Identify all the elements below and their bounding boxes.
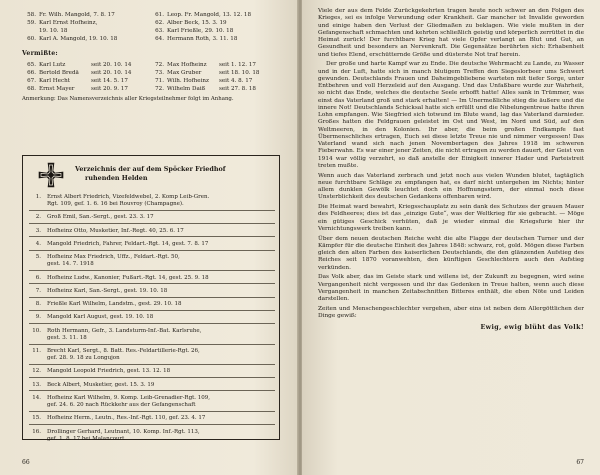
list-item: 3. Hofheinz Otto, Musketier, Inf.-Regt. 40, 25. 6. 17 <box>29 228 275 238</box>
list-item: 62. Alber Beck, 15. 3. 19 <box>155 20 227 26</box>
list-item: 73. Max Gruber seit 18. 10. 18 <box>155 70 260 76</box>
right-page <box>302 0 600 475</box>
list-item: 10. Roth Hermann, Gefr., 3. Landsturm-Inf.-Bat. Karlsruhe, gest. 3. 11. 18 <box>29 328 275 345</box>
list-item: 16. Drollinger Gerhard, Leutnant, 10. Komp. Inf.-Rgt. 113, gef. 1. 8. 17 bei Malancourt <box>32 428 200 442</box>
memorial-box <box>22 155 280 440</box>
list-item: 15. Hofheinz Herm., Leutn., Res.-Inf.-Rgt. 110, gef. 23. 4. 17 <box>29 415 275 425</box>
list-item: 72. Wilhelm Daiß seit 27. 8. 18 <box>155 86 256 92</box>
page-number: 67 <box>576 459 584 466</box>
paragraph: Zeiten und Menschengeschlechter vergehen, aber eins ist neben dem Allergöttlichen der Dinge gewiß: <box>318 305 584 319</box>
list-item: 7. Hofheinz Karl, San.-Sergt., gest. 19. 10. 18 <box>29 288 275 298</box>
paragraph: Viele der aus dem Felde Zurückgekehrten tragen heute noch schwer an den Folgen des Krieges, sei es infolge Verwundung oder Krankheit. Gar mancher ist Invalide geworden und einige haben den Verlust der Gliedmaßen zu beklagen. Wie viele mußten in der Gefangenschaft schmachten und kehrten schließlich geistig und körperlich zerrüttet in die Heimat zurück! Der furchtbare Krieg hat viele Opfer verlangt an Blut und Gut, an Gesundheit und besonders an Nervenkraft. Die Gegensätze berührten sich: Erhabenheit und tiefes Elend, erschütternde Größe und düsterste Not traf herein. <box>318 8 584 58</box>
list-item: 2. Groß Emil, San.-Sergt., gest. 23. 3. 17 <box>29 214 275 224</box>
memorial-list <box>29 194 275 448</box>
list-item: 8. Frießle Karl Wilhelm, Landstm., gest. 29. 10. 18 <box>29 301 275 311</box>
memorial-title: Verzeichnis der auf dem Spöcker Friedhof ruhenden Helden <box>75 165 226 182</box>
paragraph: Die Heimat ward bewahrt, Kriegsschauplatz zu sein dank des Schutzes der grauen Mauer des Feldheeres; dies ist das „einzige Gute“, was der Weltkrieg für sie gebracht. — Möge ein gütiges Geschick verhüten, daß je wieder einmal die Kriegsfurie hier ihr Vernichtungswerk treiben kann. <box>318 204 584 232</box>
list-item: 63. Karl Frießle, 29. 10. 18 <box>155 28 234 34</box>
list-item: 9. Mangold Karl August, gest. 19. 10. 18 <box>29 314 275 324</box>
list-item: 19. 10. 18 <box>39 28 68 34</box>
list-item: 11. Brecht Karl, Sergt., 8. Batt. Res.-Feldartillerie-Rgt. 26, gef. 28. 9. 18 zu Longujon <box>29 348 275 365</box>
list-item: 60. Karl A. Mangold, 19. 10. 18 <box>27 36 118 42</box>
list-item: 59. Karl Ernst Hofheinz, <box>27 20 98 26</box>
paragraph: Wenn auch das Vaterland zerbrach und jetzt noch aus vielen Wunden blutet, tagtäglich neue furchtbare Schläge zu empfangen hat, es darf nicht untergehen im Nichts; hinter allem dunklen Gewölk leuchtet doch ein Hoffnungsstern, der einmal noch diese Unsterblichkeit des deutschen Gedankens offenbaren wird. <box>318 172 584 201</box>
list-item: 14. Hofheinz Karl Wilhelm, 9. Komp. Leib-Grenadier-Rgt. 109, gef. 24. 6. 20 nach Rückkehr aus der Gefangenschaft <box>29 395 275 412</box>
list-item: 67. Karl Hecht seit 14. 5. 17 <box>27 78 128 84</box>
list-item: 6. Hofheinz Ludw., Kanonier, Fußart.-Rgt. 14, gest. 25. 9. 18 <box>29 275 275 285</box>
list-item: 12. Mangold Leopold Friedrich, gest. 13. 12. 18 <box>29 368 275 378</box>
paragraph: Das Volk aber, das im Geiste stark und willens ist, der Zukunft zu begegnen, wird seine Vergangenheit nicht vergessen und ihr das Gedenken in Treue halten, wenn auch diese Vergangenheit in manchen Zeitabschnitten Bitteres enthält, die eben Nöte und Leiden darstellen. <box>318 274 584 302</box>
list-item: 4. Mangold Friedrich, Fahrer, Feldart.-Rgt. 14, gest. 7. 8. 17 <box>29 241 275 251</box>
footnote: Anmerkung: Das Namensverzeichnis aller Kriegsteilnehmer folgt im Anhang. <box>22 96 234 102</box>
body-text <box>318 8 584 332</box>
iron-cross-icon <box>37 161 65 189</box>
left-page <box>0 0 298 475</box>
list-item: 65. Karl Lutz seit 20. 10. 14 <box>27 62 132 68</box>
missing-heading: Vermißte: <box>22 50 58 57</box>
list-item: 72. Max Hofheinz seit 1. 12. 17 <box>155 62 256 68</box>
page-number: 66 <box>22 459 30 466</box>
list-item: 58. Fr. Wilh. Mangold, 7. 8. 17 <box>27 12 115 18</box>
list-item: 5. Hofheinz Max Friedrich, Uffz., Feldart.-Rgt. 50, gest. 14. 7. 1918 <box>29 254 275 271</box>
list-item: 66. Bertold Bredä seit 20. 10. 14 <box>27 70 132 76</box>
paragraph: Der große und harte Kampf war zu Ende. Die deutsche Wehrmacht zu Lande, zu Wasser und in der Luft, hatte sich in manch blutigem Treffen den Siegeslorbeer ums Schwert gewunden. Deutschlands Frauen und Daheimgebliebene warteten mit tiefer Sorge, unter Entbehren und voll Herzeleid auf den Ausgang. Und das Unfaßbare wurde zur Wahrheit, so nicht das Ende, welches die deutsche Seele erhofft hatte! Alles sank in Trümmer, was einst das Vaterland groß und stark erhalten! — Im Unermeßliche stieg die äußere und die innere Not! Deutschlands Schicksal hatte sich erfüllt und die Nibelungentreue hatte ihren Lohn empfangen. Wie Siegfried sich totwund im Blute wand, lag das Vaterland darnieder. Großes hatten die Feldgrauen geleistet im Ost und West, im Nord und Süd, auf den Weltmeeren, in den Kolonien. Ihr aber, die beim großen Endkampfe fast Übermenschliches ertragen, Euch sei diese letzte Treue nie und nimmer vergessen! Das Vaterland wand sich nach jenen Novembertagen des Jahres 1918 im schweren Fieberwahn. Es war einer jener Zeiten, die nicht ertragen zu werden dauert, der Geist von 1914 war völlig verzehrt, so daß anstelle der Einigkeit innerer Hader und Parteistreit treten mußte. <box>318 61 584 169</box>
list-item: 68. Ernst Mayer seit 20. 9. 17 <box>27 86 128 92</box>
list-item: 61. Leop. Fr. Mangold, 13. 12. 18 <box>155 12 252 18</box>
list-item: 13. Beck Albert, Musketier, gest. 15. 3. 19 <box>29 382 275 392</box>
closing-line: Ewig, ewig blüht das Volk! <box>480 324 584 332</box>
list-item: 71. Wilh. Hofheinz seit 4. 8. 17 <box>155 78 253 84</box>
list-item: 1. Ernst Albert Friedrich, Vizefeldwebel, 2. Komp Leib-Gren. Rgt. 109, gef. 1. 6. 16 bei Rouvroy (Champagne). <box>29 194 275 211</box>
list-item: 64. Hermann Roth, 3. 11. 18 <box>155 36 238 42</box>
paragraph: Über dem neuen deutschen Reiche weht die alte Flagge der deutschen Turner und der Kämpfer für die deutsche Einheit des Jahres 1848: schwarz, rot, gold. Mögen diese Farben gleich den alten Farben des kaiserlichen Deutschlands, die den glänzenden Aufstieg des Reiches seit 1870 voranwehten, den künftigen Geschlechtern auch den Aufstieg verkünden. <box>318 235 584 271</box>
